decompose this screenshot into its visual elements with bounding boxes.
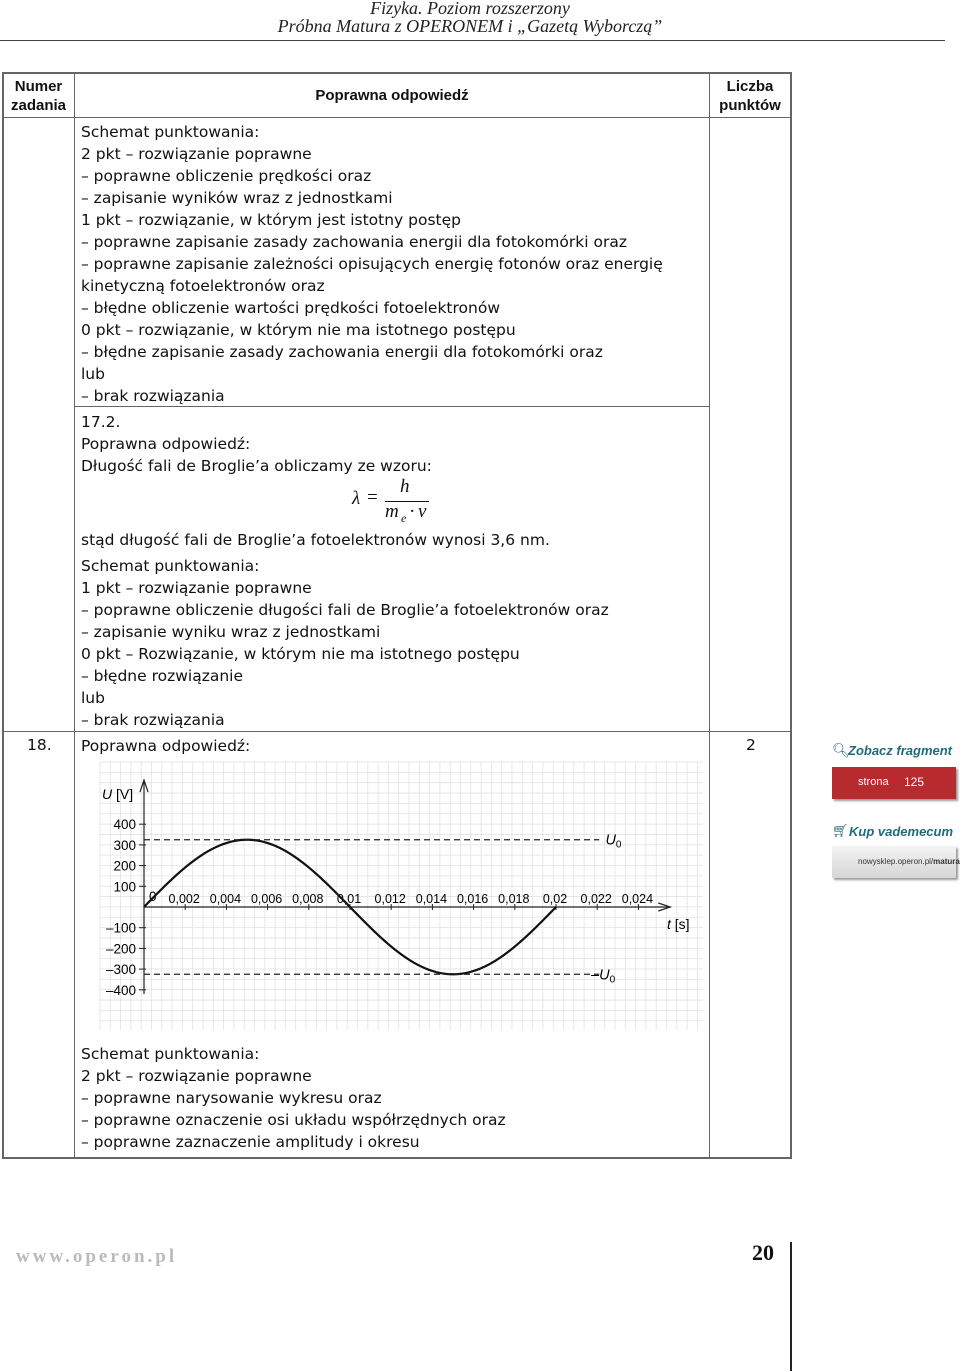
scheme-line: – błędne obliczenie wartości prędkości fotoelektronów bbox=[81, 299, 500, 317]
amplitude-label-positive: $U_0$ bbox=[605, 832, 622, 851]
header-row-divider bbox=[3, 117, 791, 118]
y-tick-label: 200 bbox=[113, 858, 136, 874]
scheme-line: – poprawne oznaczenie osi układu współrzędnych oraz bbox=[81, 1111, 506, 1129]
shop-link-text: nowysklep.operon.pl/matura bbox=[858, 857, 960, 866]
header-points: Liczba punktów bbox=[719, 78, 781, 114]
answer-label: Poprawna odpowiedź: bbox=[81, 435, 251, 453]
origin-label: 0 bbox=[149, 889, 157, 904]
kup-vademecum-link[interactable] bbox=[832, 823, 956, 843]
scheme-line: 0 pkt – rozwiązanie, w którym nie ma istotnego postępu bbox=[81, 321, 516, 339]
amplitude-label-negative: $-U_0$ bbox=[591, 967, 616, 986]
y-tick-label: –400 bbox=[105, 982, 136, 998]
scheme-line: lub bbox=[81, 689, 105, 707]
strona-number: 125 bbox=[904, 775, 925, 789]
scheme-line: lub bbox=[81, 365, 105, 383]
x-tick-label: 0,004 bbox=[209, 892, 242, 906]
x-tick-label: 0,014 bbox=[415, 892, 448, 906]
scheme-line: – brak rozwiązania bbox=[81, 387, 225, 405]
subtask-number: 17.2. bbox=[81, 413, 121, 431]
y-tick-label: 400 bbox=[113, 817, 136, 833]
column-divider-1 bbox=[74, 73, 75, 1158]
task-number-18: 18. bbox=[27, 736, 52, 754]
x-axis-label: t [s] bbox=[667, 916, 690, 932]
scheme-line: – poprawne zapisanie zależności opisujących energię fotonów oraz energię bbox=[81, 255, 663, 273]
y-tick-label: –200 bbox=[105, 941, 136, 957]
x-tick-label: 0,002 bbox=[168, 892, 200, 906]
formula-numerator: h bbox=[400, 476, 410, 497]
x-tick-label: 0,02 bbox=[542, 892, 568, 906]
x-tick-label: 0,022 bbox=[580, 892, 612, 906]
header-task-number: Numer zadania bbox=[10, 78, 67, 114]
scheme-line: – poprawne zaznaczenie amplitudy i okresu bbox=[81, 1133, 420, 1151]
scheme-line: 2 pkt – rozwiązanie poprawne bbox=[81, 145, 312, 163]
x-tick-label: 0,006 bbox=[250, 892, 283, 906]
formula-dot: · bbox=[409, 501, 416, 522]
scheme-line: – błędne rozwiązanie bbox=[81, 667, 244, 685]
scheme-line: – zapisanie wyników wraz z jednostkami bbox=[81, 189, 393, 207]
x-tick-label: 0,008 bbox=[292, 892, 324, 906]
shop-link-button[interactable] bbox=[832, 846, 960, 878]
y-tick-label: 100 bbox=[113, 879, 136, 895]
x-tick-label: 0,012 bbox=[374, 892, 406, 906]
y-tick-label: –100 bbox=[105, 920, 136, 936]
x-tick-label: 0,024 bbox=[621, 892, 654, 906]
formula-lambda: λ bbox=[352, 488, 361, 509]
running-header-subtitle: Próbna Matura z OPERONEM i „Gazetą Wyborczą” bbox=[277, 16, 663, 36]
scheme-line: 1 pkt – rozwiązanie, w którym jest istotny postęp bbox=[81, 211, 461, 229]
formula-mass: m bbox=[385, 501, 399, 522]
scheme-line: Schemat punktowania: bbox=[81, 123, 260, 141]
formula-equals: = bbox=[367, 487, 378, 508]
answer-label-18: Poprawna odpowiedź: bbox=[81, 737, 251, 755]
scheme-line: – poprawne zapisanie zasady zachowania energii dla fotokomórki oraz bbox=[81, 233, 627, 251]
footer-url[interactable]: www.operon.pl bbox=[16, 1246, 178, 1267]
scheme-line: Schemat punktowania: bbox=[81, 557, 260, 575]
points-18: 2 bbox=[746, 736, 756, 754]
zobacz-fragment-label: Zobacz fragment bbox=[848, 743, 953, 758]
voltage-time-chart bbox=[80, 760, 705, 1035]
y-tick-label: –300 bbox=[105, 962, 136, 978]
x-tick-label: 0,01 bbox=[336, 892, 362, 906]
kup-vademecum-label: Kup vademecum bbox=[849, 824, 954, 839]
x-tick-label: 0,016 bbox=[456, 892, 489, 906]
scheme-line: 2 pkt – rozwiązanie poprawne bbox=[81, 1067, 312, 1085]
page-number: 20 bbox=[752, 1240, 774, 1265]
task-divider bbox=[3, 731, 791, 732]
scheme-line: – poprawne obliczenie prędkości oraz bbox=[81, 167, 372, 185]
strona-button[interactable] bbox=[832, 767, 956, 799]
scheme-line: 1 pkt – rozwiązanie poprawne bbox=[81, 579, 312, 597]
scheme-line: 0 pkt – Rozwiązanie, w którym nie ma istotnego postępu bbox=[81, 645, 520, 663]
formula-velocity: v bbox=[418, 501, 427, 522]
x-tick-label: 0,018 bbox=[498, 892, 530, 906]
scheme-line: – brak rozwiązania bbox=[81, 711, 225, 729]
magnifier-icon: 🔍︎ bbox=[832, 742, 850, 758]
scheme-line: Schemat punktowania: bbox=[81, 1045, 260, 1063]
scheme-line: – zapisanie wyniku wraz z jednostkami bbox=[81, 623, 381, 641]
result-sentence: stąd długość fali de Broglie’a fotoelektronów wynosi 3,6 nm. bbox=[81, 531, 550, 549]
formula-intro: Długość fali de Broglie’a obliczamy ze wzoru: bbox=[81, 457, 432, 475]
y-axis-label: U [V] bbox=[102, 786, 134, 802]
scheme-line: kinetyczną fotoelektronów oraz bbox=[81, 277, 325, 295]
scheme-line: – błędne zapisanie zasady zachowania energii dla fotokomórki oraz bbox=[81, 343, 603, 361]
column-divider-2 bbox=[709, 73, 710, 1158]
scheme-line: – poprawne narysowanie wykresu oraz bbox=[81, 1089, 382, 1107]
y-tick-label: 300 bbox=[113, 837, 136, 853]
formula-mass-subscript: e bbox=[401, 511, 407, 525]
scheme-line: – poprawne obliczenie długości fali de Broglie’a fotoelektronów oraz bbox=[81, 601, 609, 619]
header-correct-answer: Poprawna odpowiedź bbox=[315, 87, 469, 104]
zobacz-fragment-link[interactable] bbox=[832, 742, 956, 762]
footer-rule bbox=[790, 1242, 792, 1371]
cart-icon: 🛒︎ bbox=[832, 823, 849, 838]
running-header-title: Fizyka. Poziom rozszerzony bbox=[370, 0, 570, 18]
strona-label: strona bbox=[858, 776, 889, 788]
header-rule bbox=[0, 40, 945, 41]
